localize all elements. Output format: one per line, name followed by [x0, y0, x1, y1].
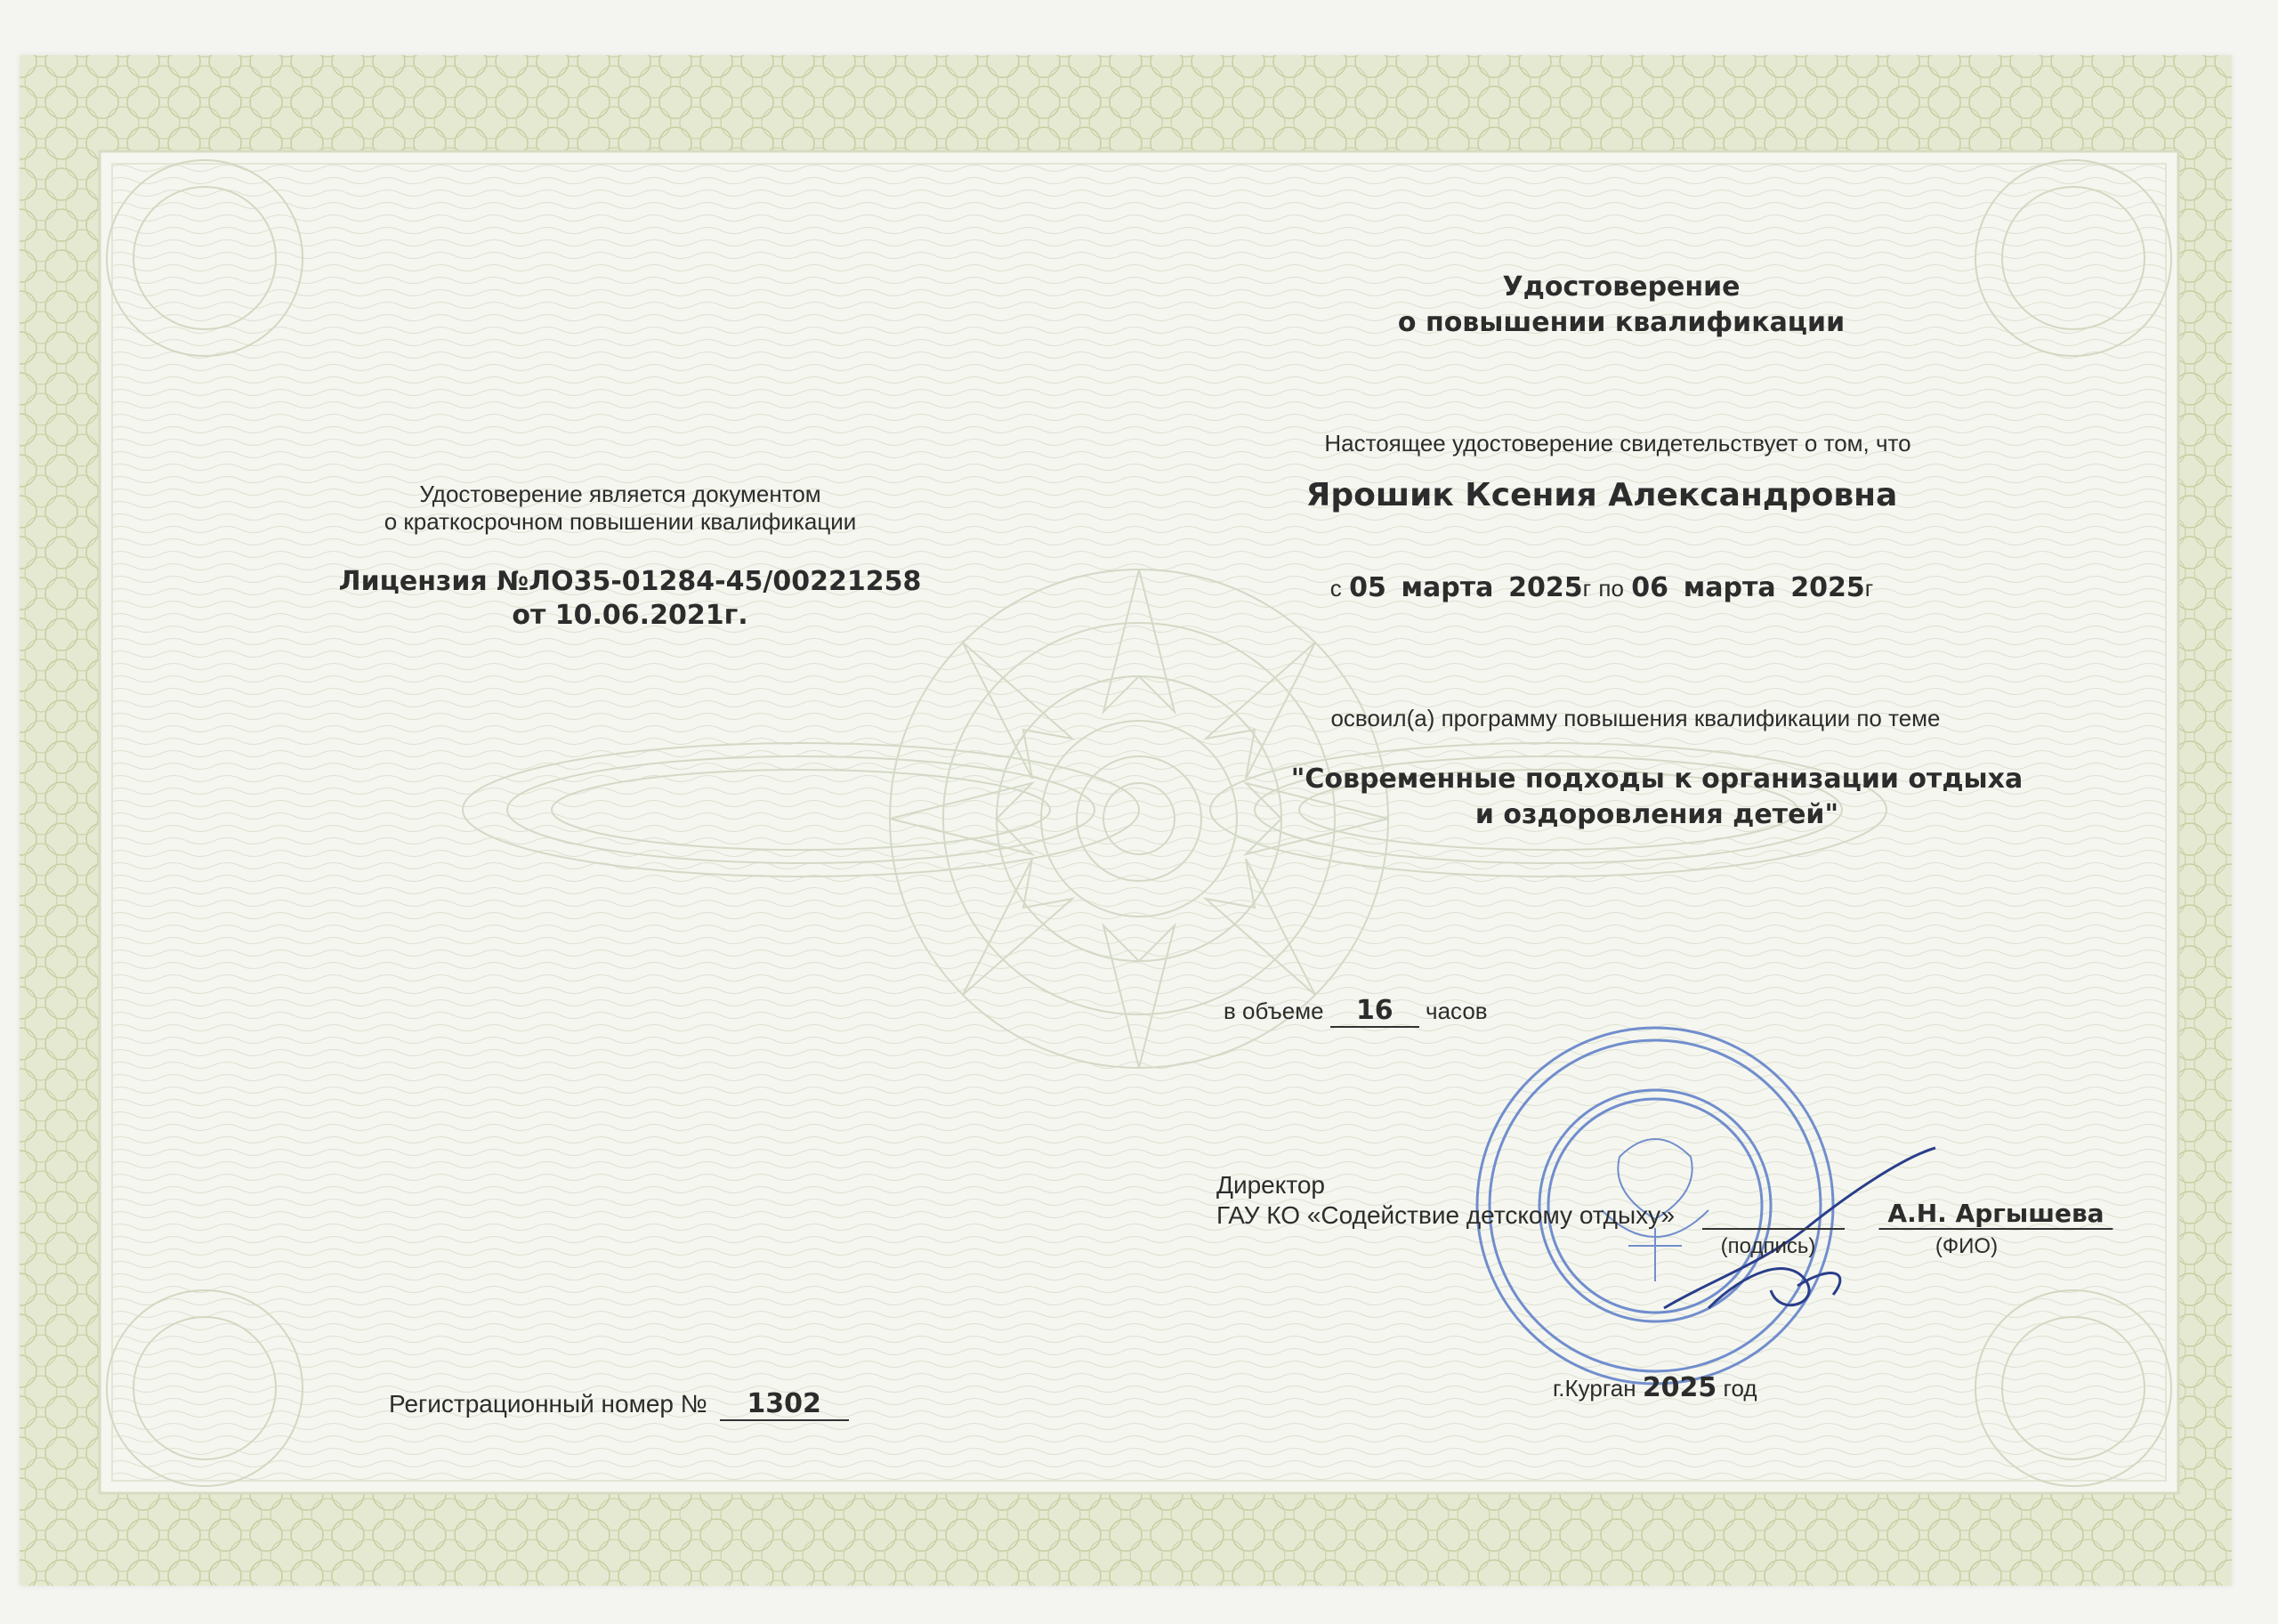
signer-name: А.Н. Аргышева	[1878, 1199, 2112, 1230]
period-to-month: марта	[1683, 572, 1776, 603]
issue-year-suffix: год	[1723, 1375, 1757, 1402]
signer-name-caption: (ФИО)	[1935, 1234, 1999, 1258]
volume-line	[1224, 995, 1488, 1028]
period-from-month: марта	[1401, 572, 1494, 603]
registration-line	[389, 1388, 849, 1421]
registration-number: 1302	[720, 1388, 849, 1421]
period-to-year: 2025	[1790, 572, 1865, 603]
certificate-subtitle: о повышении квалификации	[1397, 307, 1846, 338]
volume-hours: 16	[1330, 995, 1419, 1028]
period-from-year: 2025	[1508, 572, 1583, 603]
holder-full-name: Ярошик Ксения Александровна	[1305, 477, 1898, 513]
doc-note-line2: о краткосрочном повышении квалификации	[384, 508, 857, 535]
period-from-year-suffix: г	[1582, 575, 1592, 602]
doc-note-line1: Удостоверение является документом	[419, 481, 821, 507]
period-to-day: 06	[1631, 572, 1669, 603]
period-to-prefix: по	[1598, 575, 1624, 602]
signature-caption: (подпись)	[1720, 1234, 1816, 1258]
period-to-year-suffix: г	[1864, 575, 1874, 602]
registration-label: Регистрационный номер №	[389, 1390, 707, 1418]
issue-place-year	[1553, 1372, 1757, 1403]
signer-organization: ГАУ КО «Содействие детскому отдыху»	[1216, 1201, 1676, 1229]
signature-line	[1702, 1228, 1845, 1230]
program-title-line2: и оздоровления детей"	[1474, 799, 1839, 830]
volume-suffix: часов	[1426, 998, 1488, 1024]
issue-year: 2025	[1642, 1372, 1717, 1403]
training-period	[1330, 572, 1873, 603]
license-number: Лицензия №ЛО35-01284-45/00221258	[338, 566, 922, 597]
period-from-prefix: с	[1329, 575, 1342, 602]
certificate-title: Удостоверение	[1502, 271, 1741, 303]
issue-city: г.Курган	[1553, 1375, 1636, 1402]
license-date: от 10.06.2021г.	[512, 600, 748, 631]
period-from-day: 05	[1349, 572, 1386, 603]
statement-text: Настоящее удостоверение свидетельствует о том, что	[1324, 430, 1911, 456]
program-title-line1: "Современные подходы к организации отдыха	[1290, 764, 2024, 795]
volume-prefix: в объеме	[1224, 998, 1324, 1024]
signer-position: Директор	[1216, 1171, 1325, 1199]
program-intro: освоил(а) программу повышения квалификации по теме	[1330, 705, 1941, 731]
